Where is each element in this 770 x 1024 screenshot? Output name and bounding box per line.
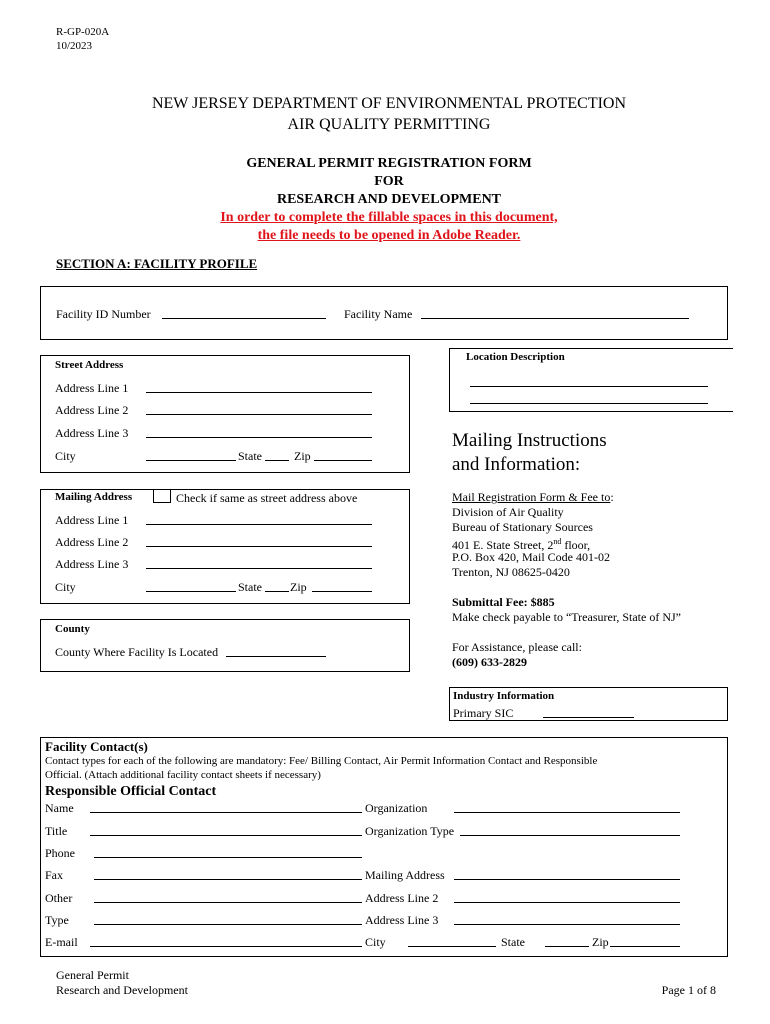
ro-mailing-address-label: Mailing Address (365, 868, 445, 882)
mailing-address-title: Mailing Address (55, 491, 133, 503)
same-address-label: Check if same as street address above (176, 491, 358, 505)
form-title-line1: GENERAL PERMIT REGISTRATION FORM (246, 156, 532, 171)
ro-title-field[interactable] (90, 835, 362, 836)
mail-addr3-pre: 401 E. State Street, 2 (452, 538, 554, 552)
ro-other-label: Other (45, 891, 73, 905)
mail-addr3-post: floor, (561, 538, 591, 552)
assistance-label: For Assistance, please call: (452, 640, 582, 654)
mailing-line3-field[interactable] (146, 568, 372, 569)
ro-mailing-address-field[interactable] (454, 879, 680, 880)
mailing-instructions-title2: and Information: (452, 454, 581, 475)
check-payable: Make check payable to “Treasurer, State of NJ” (452, 610, 681, 624)
ro-org-type-field[interactable] (460, 835, 680, 836)
form-title-line2: FOR (374, 174, 404, 189)
footer-left-line2: Research and Development (56, 983, 188, 997)
ro-title-label: Title (45, 824, 68, 838)
ro-type-field[interactable] (94, 924, 362, 925)
section-a-title: SECTION A: FACILITY PROFILE (56, 256, 258, 271)
footer-left-line1: General Permit (56, 968, 129, 982)
ro-type-label: Type (45, 913, 69, 927)
mailing-line3-label: Address Line 3 (55, 557, 129, 571)
form-date: 10/2023 (56, 40, 93, 52)
location-description-title: Location Description (466, 351, 565, 363)
mailing-city-label: City (55, 580, 76, 594)
ro-addr3-field[interactable] (454, 924, 680, 925)
adobe-notice-line2: the file needs to be opened in Adobe Reader. (257, 228, 521, 243)
ro-name-label: Name (45, 801, 74, 815)
ro-email-label: E-mail (45, 935, 78, 949)
same-address-checkbox[interactable] (153, 489, 171, 503)
ro-fax-field[interactable] (94, 879, 362, 880)
location-description-field2[interactable] (470, 403, 708, 404)
street-line3-field[interactable] (146, 437, 372, 438)
facility-contacts-title: Facility Contact(s) (45, 739, 148, 754)
submittal-fee: Submittal Fee: $885 (452, 595, 555, 609)
mailing-line2-label: Address Line 2 (55, 535, 129, 549)
street-line1-label: Address Line 1 (55, 381, 129, 395)
page-number: Page 1 of 8 (661, 983, 716, 997)
ro-organization-label: Organization (365, 801, 428, 815)
county-label: County Where Facility Is Located (55, 645, 219, 659)
ro-org-type-label: Organization Type (365, 824, 455, 838)
mailing-instructions-title1: Mailing Instructions (452, 430, 607, 451)
street-zip-field[interactable] (314, 460, 372, 461)
facility-id-field[interactable] (162, 318, 326, 319)
mail-to-text: Mail Registration Form & Fee to (452, 490, 611, 504)
street-line2-field[interactable] (146, 414, 372, 415)
ro-state-label: State (501, 935, 525, 949)
facility-name-label: Facility Name (344, 307, 413, 321)
contacts-desc-line2: Official. (Attach additional facility contact sheets if necessary) (45, 769, 321, 781)
responsible-official-title: Responsible Official Contact (45, 784, 217, 799)
street-city-field[interactable] (146, 460, 236, 461)
ro-city-field[interactable] (408, 946, 496, 947)
department-title: NEW JERSEY DEPARTMENT OF ENVIRONMENTAL PROTECTION (151, 95, 627, 112)
mailing-city-field[interactable] (146, 591, 236, 592)
street-zip-label: Zip (294, 449, 311, 463)
mailing-zip-field[interactable] (312, 591, 372, 592)
ro-other-field[interactable] (94, 902, 362, 903)
street-line3-label: Address Line 3 (55, 426, 129, 440)
county-title: County (55, 623, 90, 635)
street-state-label: State (238, 449, 262, 463)
contacts-desc-line1: Contact types for each of the following are mandatory: Fee/ Billing Contact, Air Permit Information Contact and Responsible (45, 755, 598, 767)
mail-addr4: P.O. Box 420, Mail Code 401-02 (452, 550, 611, 564)
ro-phone-label: Phone (45, 846, 75, 860)
ro-addr2-label: Address Line 2 (365, 891, 439, 905)
ro-zip-field[interactable] (610, 946, 680, 947)
mailing-state-field[interactable] (265, 591, 289, 592)
mailing-state-label: State (238, 580, 262, 594)
mailing-line2-field[interactable] (146, 546, 372, 547)
mail-to-colon: : (610, 490, 614, 504)
ro-name-field[interactable] (90, 812, 362, 813)
ro-state-field[interactable] (545, 946, 589, 947)
form-code: R-GP-020A (56, 26, 110, 38)
mail-addr2: Bureau of Stationary Sources (452, 520, 593, 534)
ro-phone-field[interactable] (94, 857, 362, 858)
adobe-notice-line1: In order to complete the fillable spaces in this document, (220, 210, 558, 225)
primary-sic-field[interactable] (543, 717, 634, 718)
ro-organization-field[interactable] (454, 812, 680, 813)
mail-addr1: Division of Air Quality (452, 505, 564, 519)
mail-to-label (452, 490, 614, 504)
facility-id-label: Facility ID Number (56, 307, 151, 321)
street-line2-label: Address Line 2 (55, 403, 129, 417)
mail-addr5: Trenton, NJ 08625-0420 (452, 565, 570, 579)
street-address-title: Street Address (55, 359, 124, 371)
mail-addr3-sup: nd (553, 537, 562, 546)
facility-name-field[interactable] (421, 318, 689, 319)
street-state-field[interactable] (265, 460, 289, 461)
form-title-line3: RESEARCH AND DEVELOPMENT (276, 192, 502, 207)
industry-info-title: Industry Information (453, 690, 555, 702)
assistance-phone: (609) 633-2829 (452, 655, 527, 669)
division-title: AIR QUALITY PERMITTING (287, 116, 491, 133)
county-field[interactable] (226, 656, 326, 657)
ro-fax-label: Fax (45, 868, 63, 882)
primary-sic-label: Primary SIC (453, 706, 514, 720)
location-description-field1[interactable] (470, 386, 708, 387)
mailing-line1-label: Address Line 1 (55, 513, 129, 527)
ro-email-field[interactable] (90, 946, 362, 947)
mailing-zip-label: Zip (290, 580, 307, 594)
mailing-line1-field[interactable] (146, 524, 372, 525)
ro-zip-label: Zip (592, 935, 609, 949)
street-city-label: City (55, 449, 76, 463)
ro-addr2-field[interactable] (454, 902, 680, 903)
ro-addr3-label: Address Line 3 (365, 913, 439, 927)
ro-city-label: City (365, 935, 386, 949)
street-line1-field[interactable] (146, 392, 372, 393)
